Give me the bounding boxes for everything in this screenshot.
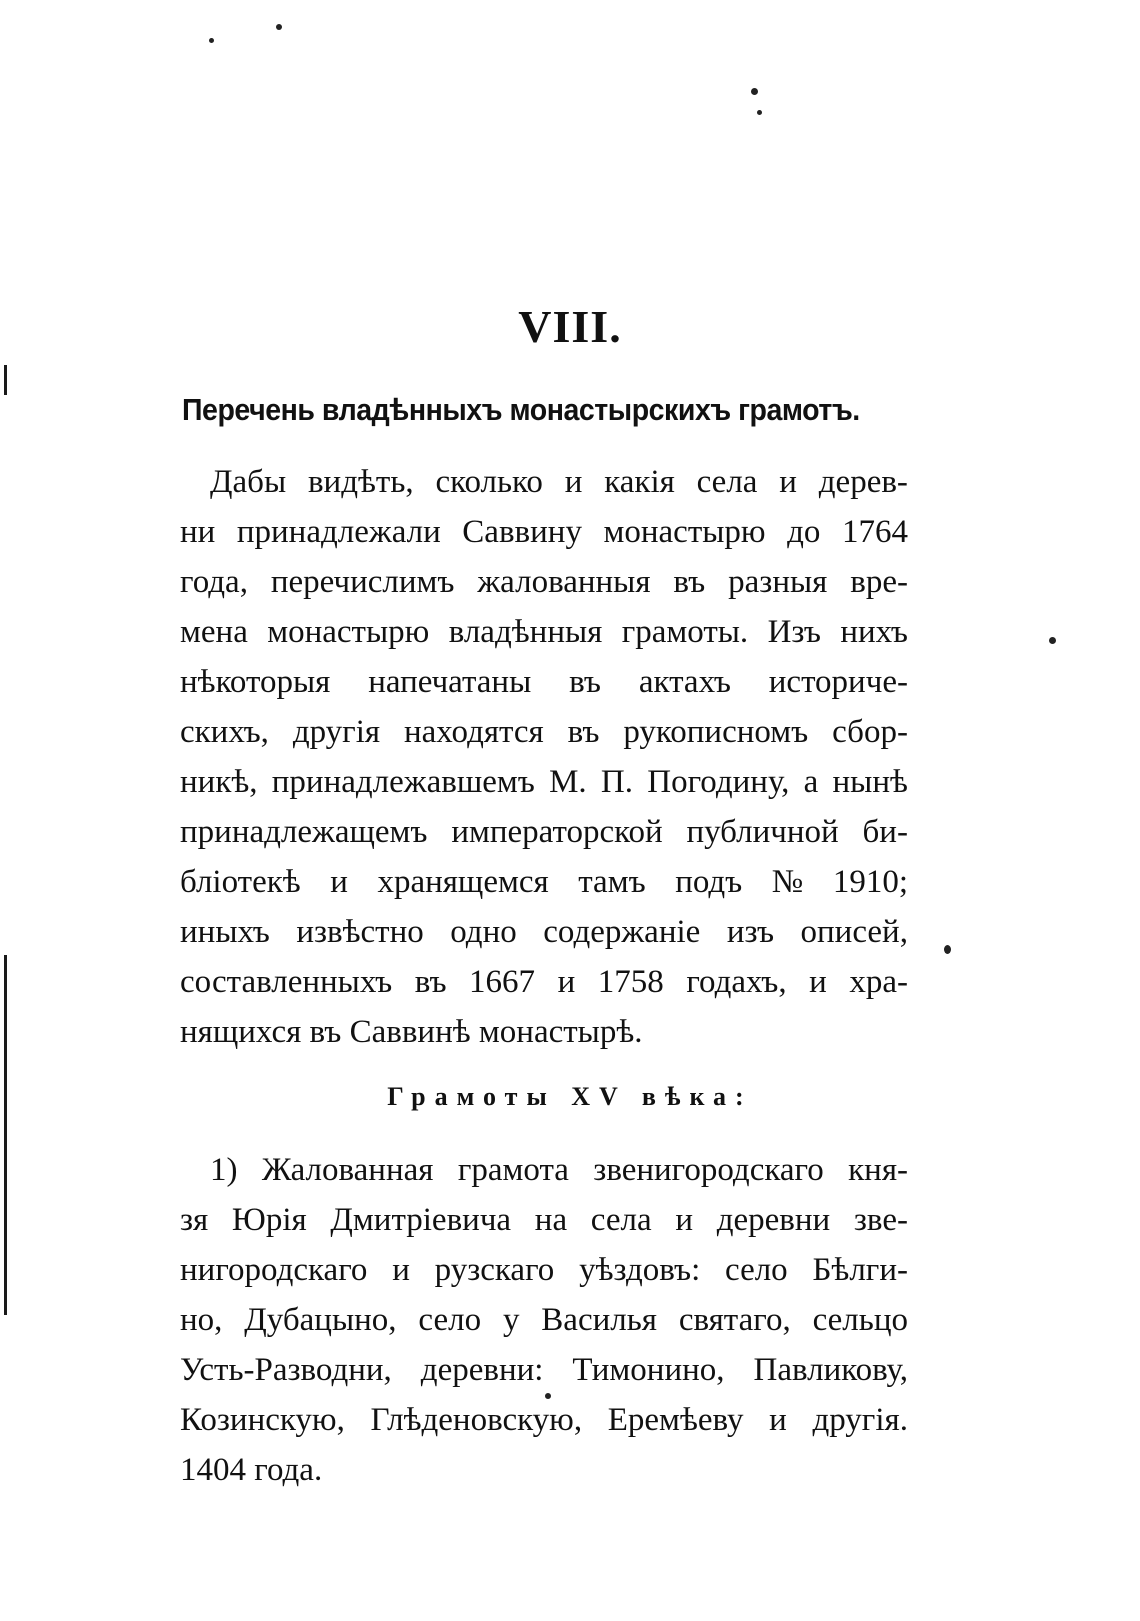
charter-line: нигородскаго и рузскаго уѣздовъ: село Бѣлги- — [180, 1252, 908, 1288]
paragraph-line: принадлежащемъ императорской публичной би- — [180, 814, 908, 850]
paragraph-line: мена монастырю владѣнныя грамоты. Изъ нихъ — [180, 614, 908, 650]
paragraph-line: года, перечислимъ жалованныя въ разныя вре- — [180, 564, 908, 600]
scan-speck — [751, 88, 758, 95]
page-edge-mark — [4, 955, 7, 1315]
scan-speck — [209, 38, 214, 43]
paragraph-line: ни принадлежали Саввину монастырю до 1764 — [180, 514, 908, 550]
charter-line: Усть-Разводни, деревни: Тимонино, Павликову, — [180, 1352, 908, 1388]
chapter-title: Перечень владѣнныхъ монастырскихъ грамотъ. — [182, 392, 860, 427]
charter-line-last: 1404 года. — [180, 1452, 323, 1488]
charter-line: зя Юрія Дмитріевича на села и деревни зве- — [180, 1202, 908, 1238]
charter-line: Козинскую, Глѣденовскую, Еремѣеву и другія. — [180, 1402, 908, 1438]
chapter-number: VIII. — [518, 301, 622, 352]
scan-speck — [1049, 637, 1056, 644]
paragraph-line: нѣкоторыя напечатаны въ актахъ историче- — [180, 664, 908, 700]
charter-line: 1) Жалованная грамота звенигородскаго кня- — [210, 1152, 908, 1188]
scan-speck — [276, 24, 282, 30]
scan-speck — [757, 110, 762, 115]
page-edge-mark — [4, 365, 7, 395]
paragraph-line: скихъ, другія находятся въ рукописномъ сбор- — [180, 714, 908, 750]
paragraph-line-last: нящихся въ Саввинѣ монастырѣ. — [180, 1014, 643, 1050]
paragraph-line: иныхъ извѣстно одно содержаніе изъ описей, — [180, 914, 908, 950]
paragraph-line: бліотекѣ и хранящемся тамъ подъ № 1910; — [180, 864, 908, 900]
paragraph-line: никѣ, принадлежавшемъ М. П. Погодину, а нынѣ — [180, 764, 908, 800]
paragraph-line: Дабы видѣть, сколько и какія села и дерев- — [210, 464, 908, 500]
paragraph-line: составленныхъ въ 1667 и 1758 годахъ, и хра- — [180, 964, 908, 1000]
scan-speck — [944, 945, 951, 954]
section-heading: Грамоты XV вѣка: — [387, 1082, 753, 1111]
charter-line: но, Дубацыно, село у Василья святаго, сельцо — [180, 1302, 908, 1338]
